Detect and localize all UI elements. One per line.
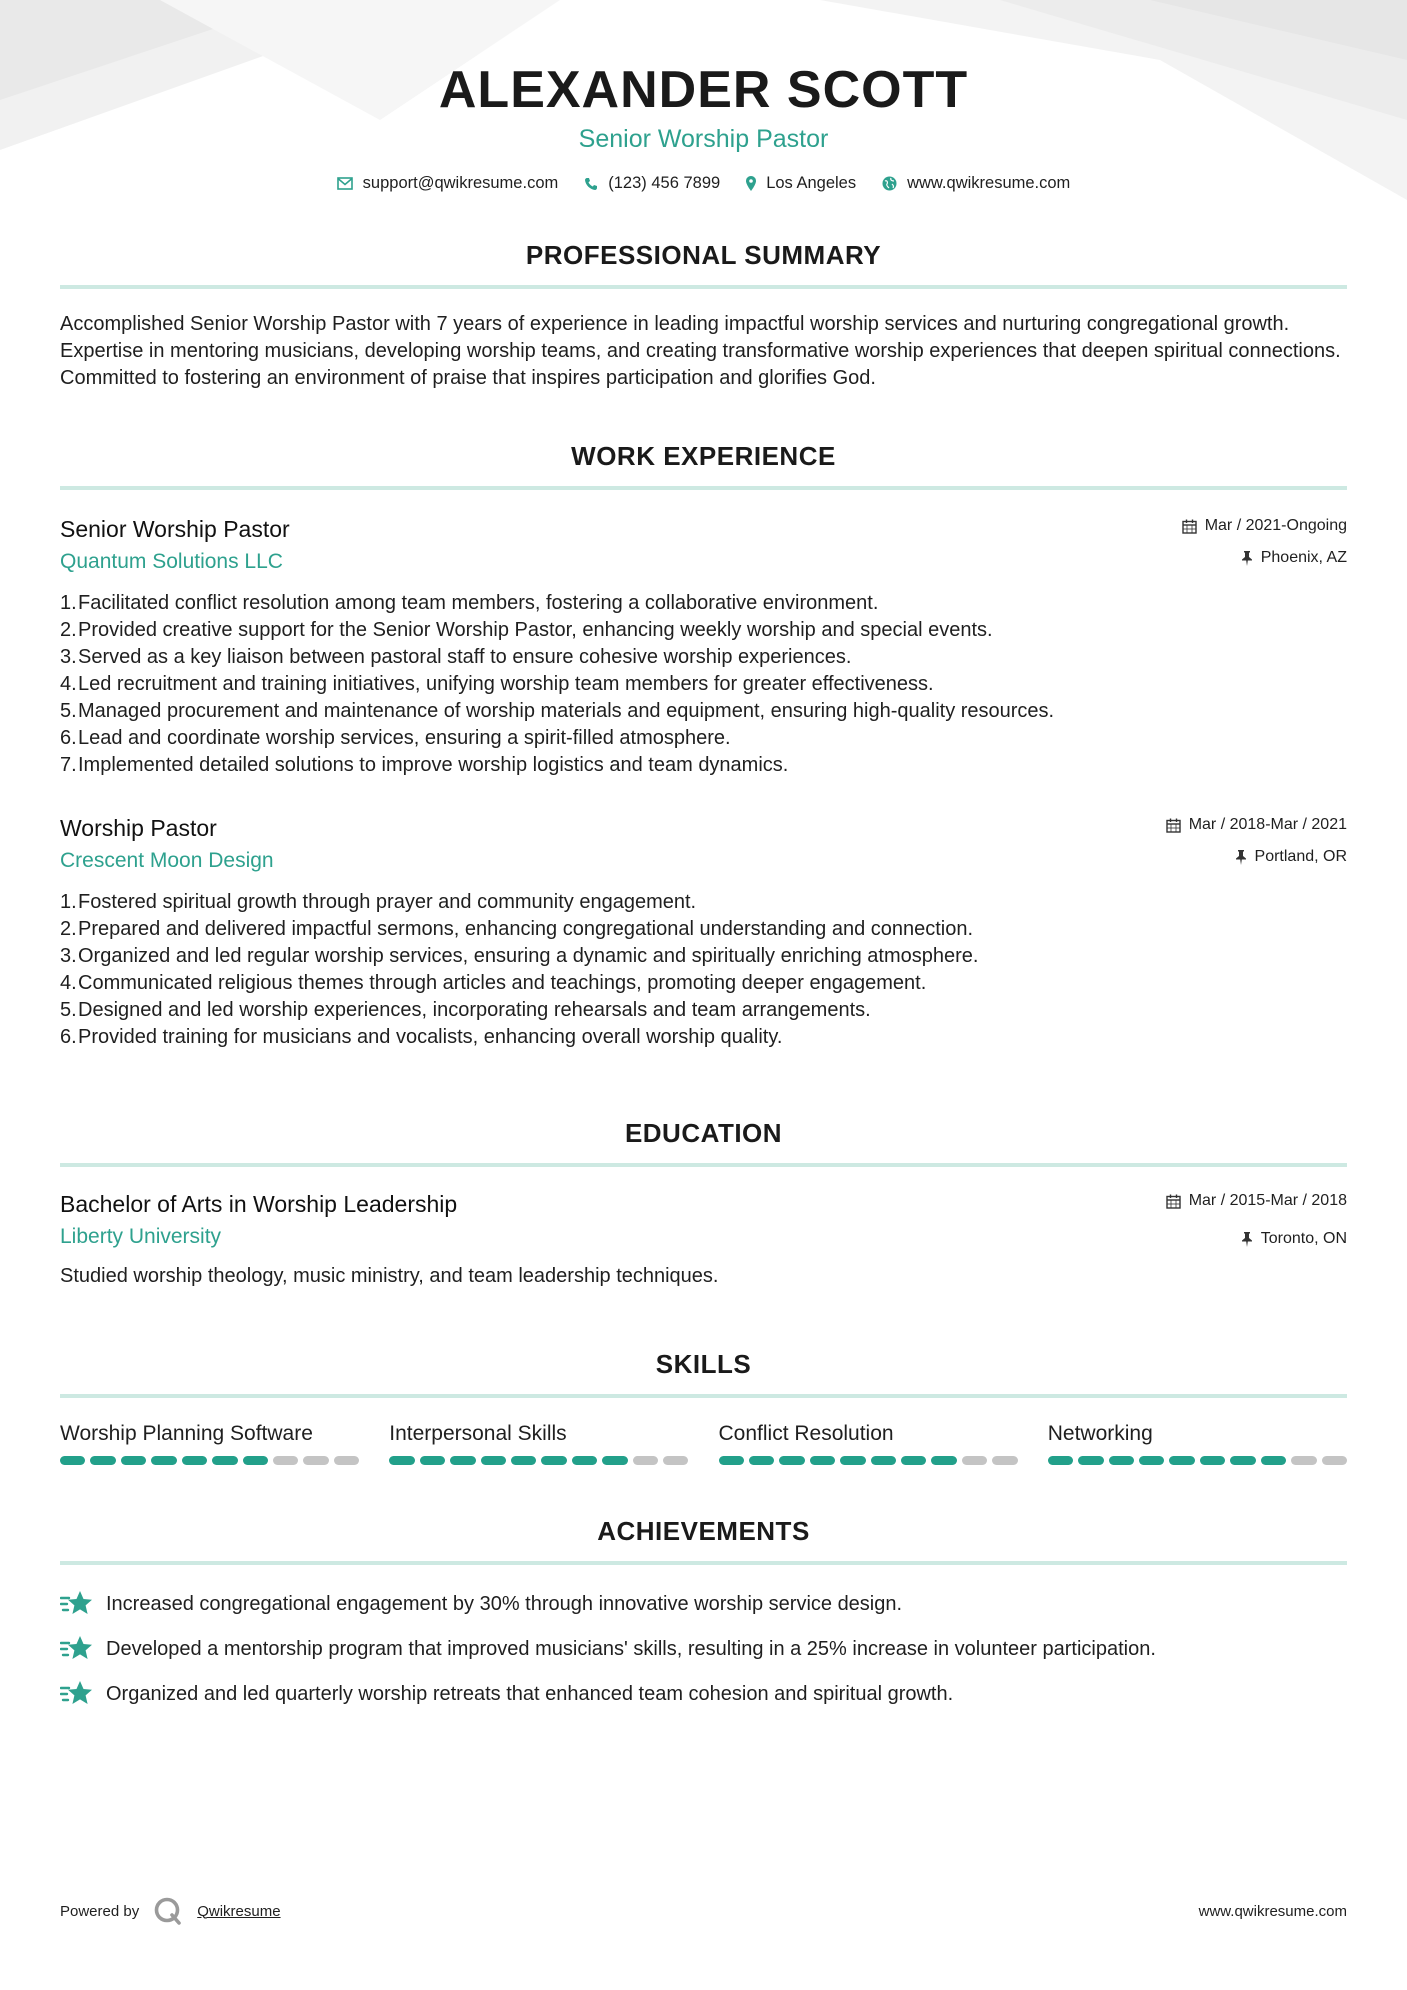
job-bullets xyxy=(60,590,1347,779)
skill-segment-empty xyxy=(303,1456,328,1465)
skill-segment-filled xyxy=(719,1456,744,1465)
skill-segment-empty xyxy=(962,1456,987,1465)
skill-item xyxy=(1048,1420,1347,1465)
summary-text: Accomplished Senior Worship Pastor with 7 years of experience in leading impactful worship services and nurturing congregational growth. Expertise in mentoring musicians, developing worship teams, and creating transformative worship experiences that deepen spiritual connections. Committed to fostering an environment of praise that inspires participation and glorifies God. xyxy=(60,313,1341,389)
star-badge-icon xyxy=(60,1589,92,1619)
job-header xyxy=(60,813,1347,875)
list-item: 6. Lead and coordinate worship services, ensuring a spirit-filled atmosphere. xyxy=(60,727,731,749)
footer-website[interactable]: www.qwikresume.com xyxy=(1198,1902,1347,1920)
list-item: 5. Managed procurement and maintenance of worship materials and equipment, ensuring high-quality resources. xyxy=(60,700,1055,722)
list-item: 2. Prepared and delivered impactful sermons, enhancing congregational understanding and connection. xyxy=(60,918,974,940)
job-header xyxy=(60,514,1347,576)
skill-segment-filled xyxy=(212,1456,237,1465)
skill-segment-filled xyxy=(931,1456,956,1465)
skill-segment-empty xyxy=(633,1456,658,1465)
skills-section xyxy=(60,1346,1347,1465)
skill-segment-filled xyxy=(1109,1456,1134,1465)
section-divider xyxy=(60,1561,1347,1565)
skill-segment-filled xyxy=(182,1456,207,1465)
skill-level-bar xyxy=(389,1456,688,1465)
skill-segment-filled xyxy=(779,1456,804,1465)
education-heading: EDUCATION xyxy=(624,1118,783,1148)
contact-location-text: Los Angeles xyxy=(766,174,857,192)
skill-item xyxy=(389,1420,688,1465)
list-item: 7. Implemented detailed solutions to improve worship logistics and team dynamics. xyxy=(60,754,789,776)
skill-segment-empty xyxy=(992,1456,1017,1465)
job-company: Quantum Solutions LLC xyxy=(60,550,283,573)
contact-bar xyxy=(60,174,1347,193)
achievements-section xyxy=(60,1513,1347,1711)
skill-segment-filled xyxy=(1230,1456,1255,1465)
contact-website[interactable] xyxy=(882,174,1070,193)
job-company: Crescent Moon Design xyxy=(60,849,274,872)
achievements-heading: ACHIEVEMENTS xyxy=(597,1516,810,1546)
candidate-role: Senior Worship Pastor xyxy=(578,125,829,153)
contact-email-text: support@qwikresume.com xyxy=(362,174,559,192)
contact-email[interactable] xyxy=(337,174,559,193)
job-title: Senior Worship Pastor xyxy=(60,516,290,542)
skill-item xyxy=(719,1420,1018,1465)
pushpin-icon xyxy=(1241,1232,1253,1247)
job-location: Portland, OR xyxy=(1254,848,1347,865)
skill-segment-filled xyxy=(840,1456,865,1465)
skill-segment-filled xyxy=(572,1456,597,1465)
list-item: 6. Provided training for musicians and vocalists, enhancing overall worship quality. xyxy=(60,1026,783,1048)
skill-name: Interpersonal Skills xyxy=(389,1422,567,1445)
summary-heading: PROFESSIONAL SUMMARY xyxy=(525,240,882,270)
job-dates: Mar / 2021-Ongoing xyxy=(1204,517,1347,534)
resume-header xyxy=(60,0,1347,193)
calendar-icon xyxy=(1182,519,1197,534)
job-entry xyxy=(60,514,1347,779)
skill-segment-filled xyxy=(1078,1456,1103,1465)
skill-segment-empty xyxy=(1291,1456,1316,1465)
skill-segment-filled xyxy=(1139,1456,1164,1465)
map-pin-icon xyxy=(746,176,756,191)
list-item: 3. Organized and led regular worship services, ensuring a dynamic and spiritually enriching atmosphere. xyxy=(60,945,979,967)
qwikresume-logo-icon xyxy=(153,1896,183,1926)
list-item: 5. Designed and led worship experiences, incorporating rehearsals and team arrangements. xyxy=(60,999,871,1021)
experience-heading: WORK EXPERIENCE xyxy=(571,441,836,471)
skill-segment-filled xyxy=(810,1456,835,1465)
achievement-text: Increased congregational engagement by 30% through innovative worship service design. xyxy=(106,1592,903,1615)
education-dates: Mar / 2015-Mar / 2018 xyxy=(1188,1192,1347,1209)
skill-segment-filled xyxy=(90,1456,115,1465)
envelope-icon xyxy=(337,177,353,190)
contact-phone[interactable] xyxy=(584,174,720,193)
pushpin-icon xyxy=(1235,850,1247,865)
skill-segment-filled xyxy=(60,1456,85,1465)
phone-icon xyxy=(584,177,598,191)
star-badge-icon xyxy=(60,1634,92,1664)
skill-item xyxy=(60,1420,359,1465)
job-bullets xyxy=(60,889,1347,1051)
skill-segment-filled xyxy=(121,1456,146,1465)
skill-name: Worship Planning Software xyxy=(60,1422,313,1445)
list-item: 1. Facilitated conflict resolution among team members, fostering a collaborative environment. xyxy=(60,592,879,614)
education-entry xyxy=(60,1189,1347,1290)
achievement-text: Organized and led quarterly worship retreats that enhanced team cohesion and spiritual growth. xyxy=(106,1682,954,1705)
education-header xyxy=(60,1189,1347,1251)
skill-segment-filled xyxy=(871,1456,896,1465)
experience-section xyxy=(60,438,1347,1051)
school-name: Liberty University xyxy=(60,1225,222,1248)
section-divider xyxy=(60,1163,1347,1167)
skill-segment-empty xyxy=(273,1456,298,1465)
skill-level-bar xyxy=(1048,1456,1347,1465)
skill-segment-filled xyxy=(901,1456,926,1465)
section-divider xyxy=(60,285,1347,289)
skill-segment-filled xyxy=(420,1456,445,1465)
powered-by-label: Powered by xyxy=(60,1902,140,1920)
skill-segment-filled xyxy=(450,1456,475,1465)
pushpin-icon xyxy=(1241,551,1253,566)
job-entry xyxy=(60,813,1347,1051)
skill-segment-filled xyxy=(389,1456,414,1465)
skill-segment-filled xyxy=(481,1456,506,1465)
achievement-item xyxy=(60,1632,1347,1666)
summary-section xyxy=(60,237,1347,392)
education-section xyxy=(60,1115,1347,1290)
list-item: 4. Led recruitment and training initiatives, unifying worship team members for greater effectiveness. xyxy=(60,673,934,695)
job-meta xyxy=(1182,514,1347,570)
job-meta xyxy=(1166,813,1347,869)
skill-segment-filled xyxy=(1169,1456,1194,1465)
job-location: Phoenix, AZ xyxy=(1260,549,1347,566)
page-footer xyxy=(60,1896,1347,1926)
section-divider xyxy=(60,1394,1347,1398)
skill-segment-filled xyxy=(151,1456,176,1465)
skill-segment-filled xyxy=(749,1456,774,1465)
job-dates: Mar / 2018-Mar / 2021 xyxy=(1188,816,1347,833)
globe-icon xyxy=(882,176,897,191)
education-meta xyxy=(1166,1189,1347,1251)
education-description: Studied worship theology, music ministry, and team leadership techniques. xyxy=(60,1265,719,1287)
contact-phone-text: (123) 456 7899 xyxy=(608,174,721,192)
achievements-list xyxy=(60,1587,1347,1711)
calendar-icon xyxy=(1166,1194,1181,1209)
skill-name: Networking xyxy=(1047,1422,1153,1445)
skill-level-bar xyxy=(719,1456,1018,1465)
skill-level-bar xyxy=(60,1456,359,1465)
skill-segment-filled xyxy=(1048,1456,1073,1465)
skill-segment-filled xyxy=(541,1456,566,1465)
achievement-item xyxy=(60,1587,1347,1621)
skill-segment-filled xyxy=(1200,1456,1225,1465)
list-item: 4. Communicated religious themes through articles and teachings, promoting deeper engagement. xyxy=(60,972,927,994)
achievement-text: Developed a mentorship program that improved musicians' skills, resulting in a 25% increase in volunteer participation. xyxy=(106,1637,1156,1660)
skill-segment-filled xyxy=(243,1456,268,1465)
skills-heading: SKILLS xyxy=(655,1349,752,1379)
candidate-name: ALEXANDER SCOTT xyxy=(438,61,969,119)
skill-name: Conflict Resolution xyxy=(718,1422,894,1445)
list-item: 2. Provided creative support for the Senior Worship Pastor, enhancing weekly worship and special events. xyxy=(60,619,993,641)
contact-location xyxy=(746,174,856,193)
skill-segment-empty xyxy=(334,1456,359,1465)
job-title: Worship Pastor xyxy=(60,815,217,841)
skill-segment-empty xyxy=(1322,1456,1347,1465)
skills-list xyxy=(60,1420,1347,1465)
calendar-icon xyxy=(1166,818,1181,833)
degree-title: Bachelor of Arts in Worship Leadership xyxy=(60,1191,458,1217)
skill-segment-empty xyxy=(663,1456,688,1465)
star-badge-icon xyxy=(60,1679,92,1709)
contact-website-text: www.qwikresume.com xyxy=(907,174,1071,192)
skill-segment-filled xyxy=(602,1456,627,1465)
qwikresume-link[interactable]: Qwikresume xyxy=(197,1902,281,1920)
list-item: 3. Served as a key liaison between pastoral staff to ensure cohesive worship experiences. xyxy=(60,646,852,668)
skill-segment-filled xyxy=(1261,1456,1286,1465)
skill-segment-filled xyxy=(511,1456,536,1465)
education-location: Toronto, ON xyxy=(1260,1230,1347,1247)
list-item: 1. Fostered spiritual growth through prayer and community engagement. xyxy=(60,891,697,913)
achievement-item xyxy=(60,1677,1347,1711)
powered-by xyxy=(60,1896,281,1926)
section-divider xyxy=(60,486,1347,490)
